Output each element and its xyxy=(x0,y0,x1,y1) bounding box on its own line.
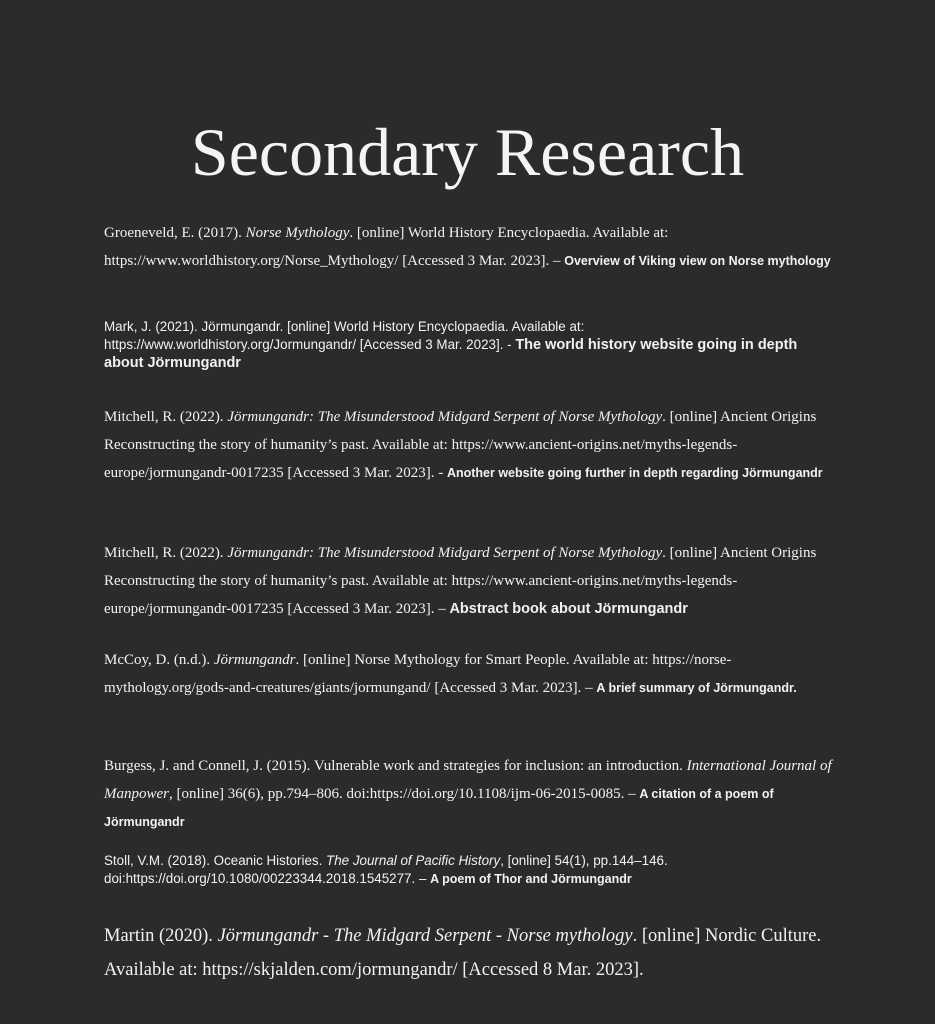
reference-author: Martin (2020). xyxy=(104,926,218,946)
reference-details: . [online] World History Encyclopaedia. Available at: https://www.worldhistory.org/Jormungandr/ [Accessed 3 Mar. 2023]. - xyxy=(104,319,585,352)
reference-note: The world history website going in depth about Jörmungandr xyxy=(104,337,798,371)
reference-title: Jörmungandr xyxy=(201,319,280,334)
reference-title: Jörmungandr: The Misunderstood Midgard Serpent of Norse Mythology xyxy=(227,409,663,425)
reference-entry xyxy=(104,752,839,836)
reference-title: International Journal of Manpower xyxy=(104,758,832,802)
reference-details: . [online] Nordic Culture. Available at: https://skjalden.com/jormungandr/ [Accessed 8 Mar. 2023]. xyxy=(104,926,822,980)
reference-details: . [online] World History Encyclopaedia. Available at: https://www.worldhistory.org/Norse_Mythology/ [Accessed 3 Mar. 2023]. – xyxy=(104,225,669,269)
reference-author: Mitchell, R. (2022). xyxy=(104,409,228,425)
reference-note: Abstract book about Jörmungandr xyxy=(449,601,688,617)
page-title: Secondary Research xyxy=(190,114,745,190)
reference-entry xyxy=(104,919,824,987)
reference-note: A citation of a poem of Jörmungandr xyxy=(104,787,774,829)
reference-author: McCoy, D. (n.d.). xyxy=(104,652,214,668)
reference-details: . [online] Ancient Origins Reconstructing the story of humanity’s past. Available at: https://www.ancient-origins.net/myths-legends-europe/jormungandr-0017235 [Accessed 3 Mar. 2023]. – xyxy=(104,545,817,617)
reference-title: Jörmungandr - The Midgard Serpent - Norse mythology xyxy=(217,926,633,946)
reference-author: Groeneveld, E. (2017). xyxy=(104,225,246,241)
reference-note: A poem of Thor and Jörmungandr xyxy=(430,872,632,886)
reference-author: Mark, J. (2021). xyxy=(104,319,202,334)
reference-entry xyxy=(104,539,839,623)
reference-note: A brief summary of Jörmungandr. xyxy=(596,681,797,695)
reference-entry xyxy=(104,403,839,487)
reference-entry xyxy=(104,318,839,372)
reference-note: Another website going further in depth regarding Jörmungandr xyxy=(446,466,823,480)
reference-title: Norse Mythology xyxy=(245,225,350,241)
reference-note: Overview of Viking view on Norse mythology xyxy=(564,254,831,268)
reference-title: The Journal of Pacific History xyxy=(326,853,501,868)
reference-author: Burgess, J. and Connell, J. (2015). Vulnerable work and strategies for inclusion: an introduction. xyxy=(104,758,687,774)
reference-details: . [online] Norse Mythology for Smart People. Available at: https://norse-mythology.org/gods-and-creatures/giants/jormungand/ [Accessed 3 Mar. 2023]. – xyxy=(104,652,732,696)
reference-entry xyxy=(104,219,839,275)
reference-author: Mitchell, R. (2022). xyxy=(104,545,228,561)
reference-details: . [online] Ancient Origins Reconstructing the story of humanity’s past. Available at: https://www.ancient-origins.net/myths-legends-europe/jormungandr-0017235 [Accessed 3 Mar. 2023]. - xyxy=(104,409,817,481)
reference-details: , [online] 36(6), pp.794–806. doi:https://doi.org/10.1108/ijm-06-2015-0085. – xyxy=(169,786,640,802)
reference-entry xyxy=(104,646,839,702)
reference-title: Jörmungandr: The Misunderstood Midgard Serpent of Norse Mythology xyxy=(227,545,663,561)
reference-entry xyxy=(104,852,839,888)
reference-author: Stoll, V.M. (2018). Oceanic Histories. xyxy=(104,853,327,868)
reference-title: Jörmungandr xyxy=(213,652,296,668)
reference-details: , [online] 54(1), pp.144–146. doi:https://doi.org/10.1080/00223344.2018.1545277. – xyxy=(104,853,668,886)
